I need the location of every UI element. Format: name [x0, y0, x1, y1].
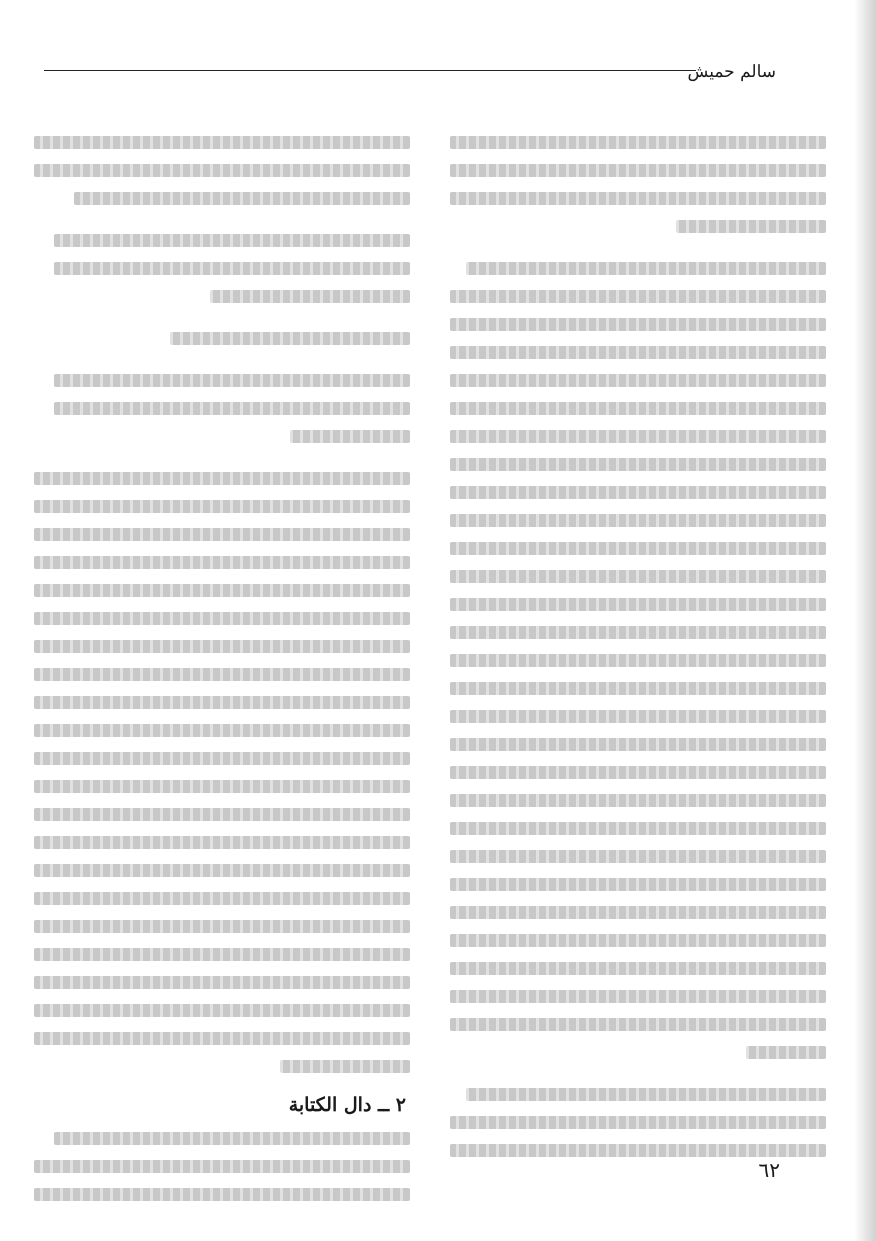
text-line-placeholder [450, 1018, 826, 1031]
text-line-placeholder [34, 612, 410, 625]
text-line-placeholder [54, 402, 410, 415]
text-line-placeholder [450, 878, 826, 891]
text-line-placeholder [74, 192, 410, 205]
text-line-placeholder [34, 136, 410, 149]
text-line-placeholder [450, 514, 826, 527]
text-line-placeholder [34, 1188, 410, 1201]
text-line-placeholder [210, 290, 410, 303]
text-line-placeholder [34, 1004, 410, 1017]
text-line-placeholder [34, 892, 410, 905]
text-line-placeholder [450, 458, 826, 471]
text-line-placeholder [450, 766, 826, 779]
text-line-placeholder [34, 920, 410, 933]
text-line-placeholder [34, 808, 410, 821]
text-line-placeholder [34, 696, 410, 709]
page-number: ٦٢ [758, 1158, 780, 1182]
text-line-placeholder [170, 332, 410, 345]
text-line-placeholder [450, 136, 826, 149]
text-line-placeholder [34, 948, 410, 961]
text-line-placeholder [450, 318, 826, 331]
text-line-placeholder [290, 430, 410, 443]
text-line-placeholder [54, 1132, 410, 1145]
text-line-placeholder [34, 556, 410, 569]
text-line-placeholder [450, 542, 826, 555]
text-line-placeholder [34, 472, 410, 485]
text-line-placeholder [34, 584, 410, 597]
text-line-placeholder [54, 234, 410, 247]
text-line-placeholder [280, 1060, 410, 1073]
text-line-placeholder [450, 794, 826, 807]
text-line-placeholder [34, 1160, 410, 1173]
text-line-placeholder [34, 864, 410, 877]
text-line-placeholder [450, 1144, 826, 1157]
text-line-placeholder [450, 906, 826, 919]
text-line-placeholder [450, 934, 826, 947]
text-line-placeholder [34, 640, 410, 653]
left-column [32, 136, 410, 1216]
text-line-placeholder [450, 822, 826, 835]
text-line-placeholder [54, 262, 410, 275]
text-line-placeholder [34, 724, 410, 737]
text-line-placeholder [450, 570, 826, 583]
text-line-placeholder [450, 738, 826, 751]
text-line-placeholder [34, 668, 410, 681]
text-line-placeholder [34, 752, 410, 765]
section-heading: ٢ ــ دال الكتابة [288, 1094, 406, 1116]
text-line-placeholder [450, 430, 826, 443]
text-line-placeholder [746, 1046, 826, 1059]
text-line-placeholder [34, 780, 410, 793]
right-column [448, 136, 826, 1172]
text-line-placeholder [34, 164, 410, 177]
text-line-placeholder [450, 486, 826, 499]
text-line-placeholder [450, 192, 826, 205]
text-line-placeholder [450, 990, 826, 1003]
text-line-placeholder [34, 836, 410, 849]
text-line-placeholder [450, 710, 826, 723]
text-line-placeholder [466, 1088, 826, 1101]
header-rule [44, 70, 696, 71]
running-header: سالم حميش [687, 62, 776, 82]
text-line-placeholder [450, 290, 826, 303]
text-line-placeholder [450, 402, 826, 415]
text-line-placeholder [34, 500, 410, 513]
scan-edge-shadow [854, 0, 876, 1241]
text-line-placeholder [450, 346, 826, 359]
text-line-placeholder [34, 528, 410, 541]
text-line-placeholder [450, 374, 826, 387]
text-line-placeholder [450, 682, 826, 695]
text-line-placeholder [676, 220, 826, 233]
text-line-placeholder [450, 962, 826, 975]
text-line-placeholder [54, 374, 410, 387]
text-line-placeholder [450, 1116, 826, 1129]
text-line-placeholder [450, 598, 826, 611]
text-line-placeholder [450, 164, 826, 177]
text-line-placeholder [450, 654, 826, 667]
text-line-placeholder [34, 1032, 410, 1045]
text-line-placeholder [450, 626, 826, 639]
text-line-placeholder [466, 262, 826, 275]
text-line-placeholder [450, 850, 826, 863]
text-line-placeholder [34, 976, 410, 989]
